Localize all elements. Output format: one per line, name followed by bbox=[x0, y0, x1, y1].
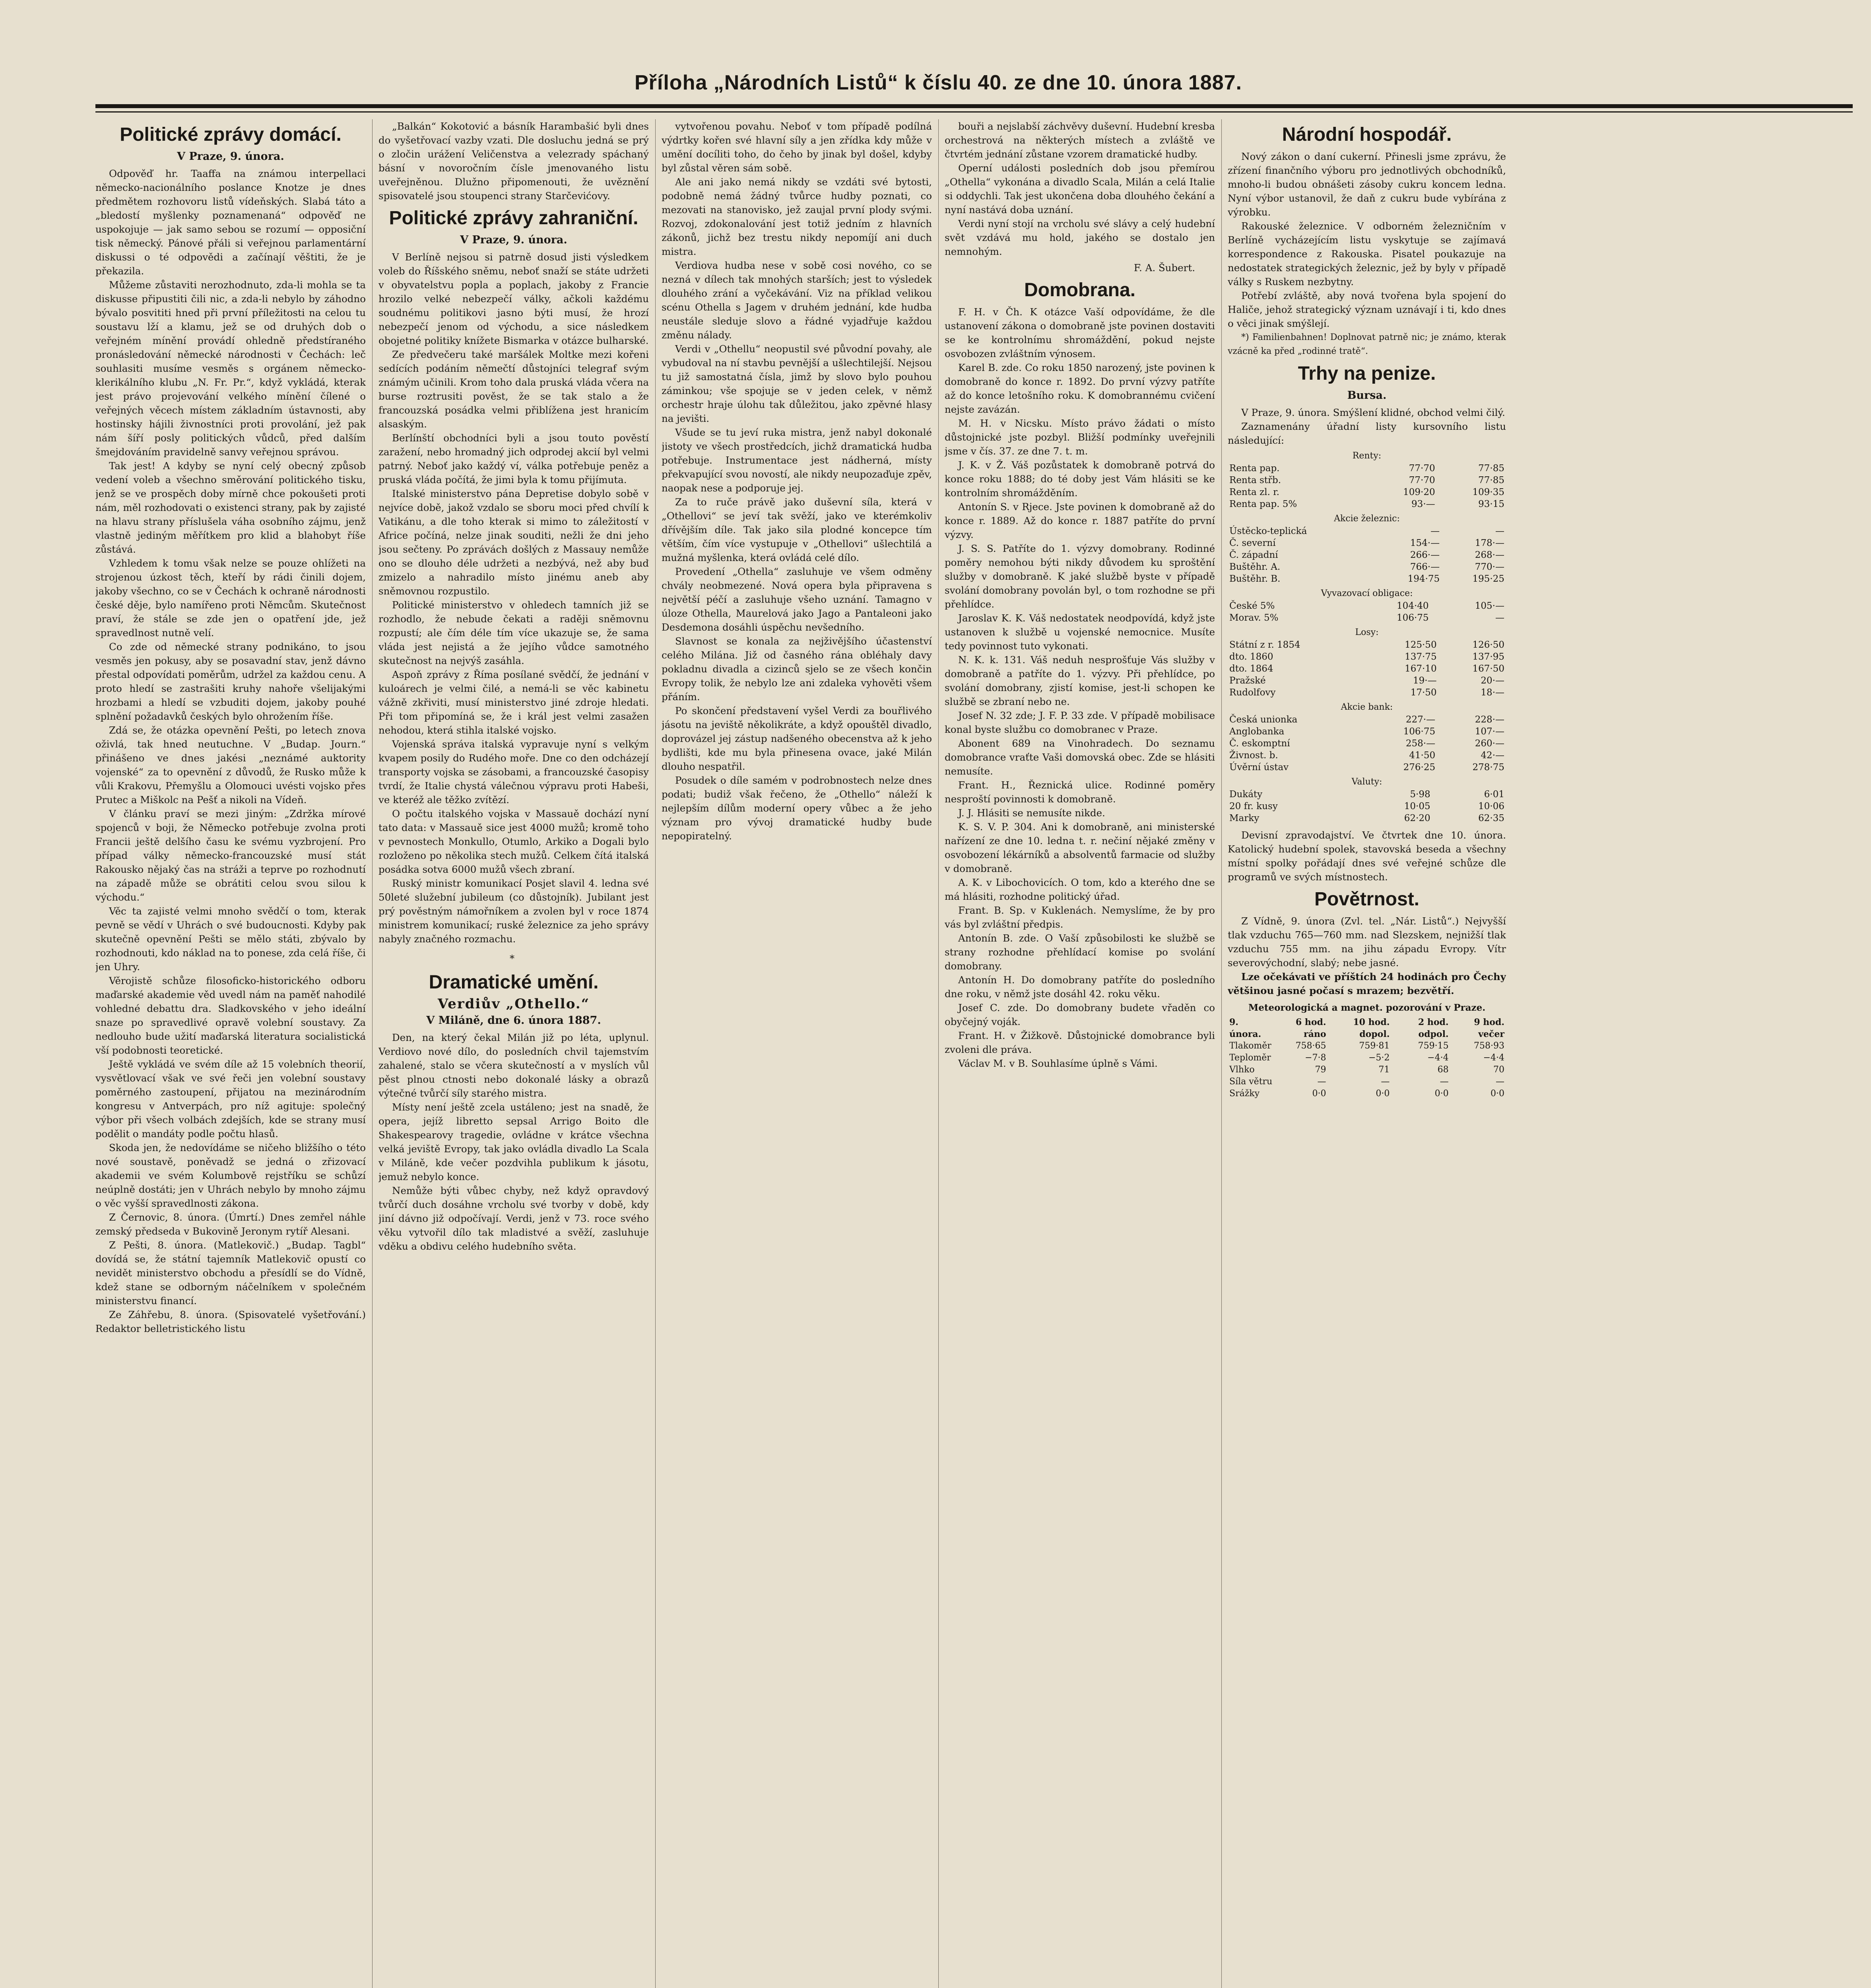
paragraph: Antonín S. v Rjece. Jste povinen k domobraně až do konce r. 1889. Až do konce r. 1887 patříte do první výzvy. bbox=[945, 501, 1215, 540]
table-header-cell: 9 hod. večer bbox=[1474, 1017, 1504, 1039]
footnote: *) Familienbahnen! Doplnovat patrně nic; je známo, kterak vzácně ka před „rodinné tratě“. bbox=[1228, 332, 1506, 356]
table-cell: 276·25 bbox=[1403, 762, 1436, 773]
table-cell: Česká unionka bbox=[1229, 714, 1298, 725]
paragraph: Verdi v „Othellu“ neopustil své původní povahy, ale vybudoval na ní stavbu pevnější a ušlechtilejší. Nejsou tu již samostatná čísla, jimž by slovo bylo pouhou záminkou; vše spojuje se v jeden celek, v němž orchestr hraje úlohu tak důležitou, jako zpěvné hlasy na jevišti. bbox=[662, 343, 932, 424]
column-domobrana bbox=[945, 119, 1215, 1988]
column-domestic-politics bbox=[95, 119, 366, 1988]
table-cell: — bbox=[1495, 526, 1504, 536]
table-cell: 5·98 bbox=[1410, 789, 1430, 800]
paragraph: K. S. V. P. 304. Ani k domobraně, ani ministerské nařízení ze dne 10. ledna t. r. nečiní nějaké změny v osvobození lékárníků a absolventů farmacie od služby v domobraně. bbox=[945, 821, 1215, 874]
table-row bbox=[1228, 639, 1506, 651]
table-cell: Morav. 5% bbox=[1229, 613, 1279, 623]
table-cell: 137·75 bbox=[1405, 652, 1437, 662]
table-cell: České 5% bbox=[1229, 601, 1275, 611]
table-heading: Valuty: bbox=[1351, 777, 1382, 787]
dateline: V Praze, 9. února. bbox=[177, 150, 284, 163]
table-cell: Dukáty bbox=[1229, 789, 1263, 800]
table-cell: 109·20 bbox=[1403, 487, 1435, 497]
article-title-othello: Verdiův „Othello.“ bbox=[437, 996, 590, 1012]
paragraph: Všude se tu jeví ruka mistra, jenž nabyl dokonalé jistoty ve všech prostředcích, jichž dramatická hudba potřebuje. Instrumentace jest nádherná, místy překvapující svou novostí, ale nikdy neupozaďuje zpěv, naopak nese a podporuje jej. bbox=[662, 427, 932, 494]
paragraph: J. J. Hlásiti se nemusíte nikde. bbox=[958, 807, 1105, 819]
section-title-foreign: Politické zprávy zahraniční. bbox=[389, 208, 639, 229]
table-cell: 70 bbox=[1493, 1065, 1504, 1075]
column-economy bbox=[1228, 119, 1506, 1988]
price-table bbox=[1228, 788, 1506, 824]
author-signature: F. A. Šubert. bbox=[1133, 262, 1195, 274]
paragraph: Frant. H., Řeznická ulice. Rodinné poměry nesproští povinnosti k domobraně. bbox=[945, 779, 1215, 805]
paragraph: bouři a nejslabší záchvěvy duševní. Hudební kresba orchestrová na některých místech a zvláště ve čtvrtém jednání zůstane vzorem dramatické hudby. bbox=[945, 120, 1215, 160]
table-cell: 109·35 bbox=[1472, 487, 1504, 497]
table-cell: Renta střb. bbox=[1229, 475, 1281, 485]
article-continuation bbox=[945, 119, 1215, 258]
table-cell: −5·2 bbox=[1368, 1053, 1390, 1063]
table-cell: 104·40 bbox=[1397, 601, 1429, 611]
table-cell: dto. 1860 bbox=[1229, 652, 1273, 662]
table-cell: 228·— bbox=[1475, 714, 1504, 725]
paragraph: O počtu italského vojska v Massauě dochází nyní tato data: v Massauě sice jest 4000 mužů; kromě toho v pevnostech Monkullo, Otumlo, Arkiko a Dogali bylo rozloženo po několika stech mužů. Celkem čítá italská posádka sotva 6000 mužů všech zbraní. bbox=[378, 808, 649, 875]
table-header-cell: 2 hod. odpol. bbox=[1418, 1017, 1449, 1039]
table-cell: 106·75 bbox=[1403, 726, 1436, 737]
column-othello-review bbox=[662, 119, 932, 1988]
paragraph: Václav M. v B. Souhlasíme úplně s Vámi. bbox=[958, 1058, 1158, 1069]
table-cell: 105·— bbox=[1475, 601, 1504, 611]
section-title-domobrana: Domobrana. bbox=[1024, 280, 1136, 301]
table-row bbox=[1228, 600, 1506, 612]
table-cell: 125·50 bbox=[1405, 640, 1437, 650]
paragraph: Ještě vykládá ve svém díle až 15 volebních theorií, vysvětlovací však ve své řeči jen volební soustavy poměrného zastoupení, přijatou na mezinárodním kongresu v Antverpách, pro níž agituje: společný výbor při všech volbách zdejších, kde se strany musí podělit o mandáty podle počtu hlasů. bbox=[95, 1058, 366, 1140]
table-cell: 6·01 bbox=[1484, 789, 1504, 800]
paragraph: Odpověď hr. Taaffa na známou interpellaci německo-nacionálního poslance Knotze je dnes předmětem rozhovoru listů vídeňských. Slabá táto a „bledostí myšlenky poznamenaná“ odpověď ne uspokojuje — jak samo sebou se rozumí — opposiční tisk německý. Pánové přáli si veřejnou parlamentární diskussi o té odpovědi a začínají věštiti, že je překazila. bbox=[95, 168, 366, 277]
paragraph: Politické ministerstvo v ohledech tamních již se rozhodlo, že nebude čekati a raději sněmovnu rozpustí; ale čím déle tím více ukazuje se, že sama vláda jest nejistá a že jejího vůdce samotného skutečnost na nejvýš zasáhla. bbox=[378, 599, 649, 666]
table-cell: 178·— bbox=[1475, 538, 1504, 548]
table-header-cell: 10 hod. dopol. bbox=[1353, 1017, 1390, 1039]
paragraph: V Berlíně nejsou si patrně dosud jisti výsledkem voleb do Říšského sněmu, neboť snaží se státe udržeti v obyvatelstvu popla a poplach, jakoby z Francie hrozilo velké nebezpečí války, ačkoli každému soudnému politikovi jasno býti musí, že hrozí nebezpečí jenom od východu, a sice následkem obojetné politiky knížete Bismarka v otázce bulharské. bbox=[378, 251, 649, 346]
article-body bbox=[378, 250, 649, 946]
section-title-markets: Trhy na penize. bbox=[1298, 363, 1436, 384]
table-cell: 62·35 bbox=[1478, 813, 1504, 823]
table-cell: Úvěrní ústav bbox=[1229, 762, 1289, 773]
table-cell: 759·81 bbox=[1359, 1041, 1390, 1051]
table-cell: 41·50 bbox=[1409, 750, 1436, 761]
table-cell: Č. západní bbox=[1229, 550, 1278, 560]
table-row bbox=[1228, 1088, 1506, 1100]
table-cell: Marky bbox=[1229, 813, 1260, 823]
burse-note: Zaznamenány úřadní listy kursovního listu následující: bbox=[1228, 421, 1506, 446]
table-row bbox=[1228, 726, 1506, 738]
table-row bbox=[1228, 738, 1506, 749]
table-cell: — bbox=[1440, 1077, 1449, 1087]
weather-report: Z Vídně, 9. února (Zvl. tel. „Nár. Listů“.) Nejvyšší tlak vzduchu 765—760 mm. nad Slezskem, nejnižší tlak vzduchu 755 mm. na jihu západu Evropy. Vítr severovýchodní, slabý; nebe jasné. bbox=[1228, 915, 1506, 969]
paragraph: A. K. v Libochovicích. O tom, kdo a kterého dne se má hlásiti, rozhodne politický úřad. bbox=[945, 877, 1215, 902]
paragraph: Berlínští obchodníci byli a jsou touto pověstí zaražení, nebo hromadný jich odprodej akcií byl velmi patrný. Neboť jako každý ví, válka potřebuje peněz a pruská vláda počítá, že jimi byla k tomu přijímuta. bbox=[378, 432, 649, 485]
table-cell: 19·— bbox=[1413, 676, 1437, 686]
table-row bbox=[1228, 462, 1506, 474]
paragraph: Rakouské železnice. V odborném železničním v Berlíně vycházejícím listu vyskytuje se zajímavá korrespondence z Rakouska. Pisatel poukazuje na nedostatek strategických železnic, jež by byly v případě války s Ruskem nezbytny. bbox=[1228, 220, 1506, 287]
paragraph: Verdiova hudba nese v sobě cosi nového, co se nezná v dílech tak mnohých starších; jest to výsledek dlouhého zrání a vyčekávání. Viz na příklad velikou scénu Othella s Jagem v druhém jednání, kde hudba neustále sleduje slovo a řádné vyjadřuje každou změnu nálady. bbox=[662, 260, 932, 341]
table-cell: 17·50 bbox=[1410, 687, 1437, 698]
paragraph: Vzhledem k tomu však nelze se pouze ohlížeti na strojenou úzkost těch, kteří by rádi činili dojem, jakoby všechno, co se v Čechách k ochraně národnosti české děje, bylo namířeno proti Němcům. Skutečnost praví, že stále se zde jen o opatření jde, jež spravedlnost nutně velí. bbox=[95, 557, 366, 639]
paragraph: Vojenská správa italská vypravuje nyní s velkým kvapem posily do Rudého moře. Dne co den odcházejí transporty vojska se zásobami, a francouzské časopisy tvrdí, že Italie chystá válečnou výpravu proti Habeši, ve kteréž ale těžko zvítězí. bbox=[378, 738, 649, 806]
table-cell: Státní z r. 1854 bbox=[1229, 640, 1300, 650]
table-cell: −4·4 bbox=[1427, 1053, 1449, 1063]
table-cell: 154·— bbox=[1410, 538, 1440, 548]
table-cell: 42·— bbox=[1481, 750, 1504, 761]
paragraph: Věc ta zajisté velmi mnoho svědčí o tom, kterak pevně se vědí v Uhrách o své budoucnosti. Kdyby pak skutečně opevnění Pešti se mělo státi, zbývalo by rozhodnouti, kdo náklad na to ponese, zda celá říše, či jen Uhry. bbox=[95, 905, 366, 973]
table-cell: 77·70 bbox=[1409, 475, 1435, 485]
table-cell: — bbox=[1381, 1077, 1390, 1087]
price-table bbox=[1228, 525, 1506, 585]
table-cell: 227·— bbox=[1405, 714, 1436, 725]
table-row bbox=[1228, 812, 1506, 824]
table-cell: Srážky bbox=[1229, 1089, 1260, 1099]
table-cell: 766·— bbox=[1410, 562, 1440, 572]
table-cell: 278·75 bbox=[1472, 762, 1504, 773]
table-row bbox=[1228, 663, 1506, 675]
paragraph: Verdi nyní stojí na vrcholu své slávy a celý hudební svět vzdává mu hold, jakého se dostalo jen nemnohým. bbox=[945, 218, 1215, 257]
paragraph: Operní události posledních dob jsou přemírou „Othella“ vykonána a divadlo Scala, Milán a celá Italie si oddychli. Tak jest ukončena doba dlouhého čekání a nyní nastává doba uznání. bbox=[945, 162, 1215, 215]
paragraph: N. K. k. 131. Váš neduh nesprošťuje Vás služby v domobraně a patříte do 1. výzvy. Při přehlídce, po svolání domobrany, zjistí komise, jest-li schopen ke službě se zbraní nebo ne. bbox=[945, 654, 1215, 707]
column-divider bbox=[938, 119, 939, 1988]
paragraph: Nemůže býti vůbec chyby, než když opravdový tvůrčí duch dosáhne vrcholu své tvorby v době, kdy jiní dávno již odpočívají. Verdi, jenž v 73. roce svého věku vytvořil dílo tak mladistvé a svěží, zasluhuje vděku a obdivu celého hudebního světa. bbox=[378, 1185, 649, 1252]
paragraph: Den, na který čekal Milán již po léta, uplynul. Verdiovo nové dílo, do posledních chvil tajemstvím zahalené, stalo se včera skutečností a v myslích vůl pěst plnou ctnosti nebo dokonalé lásky a obrazů výtečné tvůrčí síly starého mistra. bbox=[378, 1032, 649, 1099]
table-cell: 77·85 bbox=[1478, 463, 1504, 474]
table-cell: Síla větru bbox=[1229, 1077, 1273, 1087]
table-cell: 126·50 bbox=[1472, 640, 1504, 650]
table-row bbox=[1228, 1052, 1506, 1064]
article-body bbox=[945, 305, 1215, 1070]
price-table bbox=[1228, 714, 1506, 773]
dateline: V Praze, 9. února. bbox=[460, 234, 567, 246]
table-row bbox=[1228, 474, 1506, 486]
paragraph: J. S. S. Patříte do 1. výzvy domobrany. Rodinné poměry nemohou býti nikdy důvodem ku sproštění služby v domobraně. K jaké službě byste v případě svolání domobrany povolán byl, o tom rozhodne se při přehlídce. bbox=[945, 543, 1215, 610]
price-tables bbox=[1228, 450, 1506, 824]
burse-dateline: V Praze, 9. února. Smýšlení klidné, obchod velmi čilý. bbox=[1241, 407, 1505, 418]
table-header-cell: 6 hod. ráno bbox=[1295, 1017, 1326, 1039]
article-body bbox=[378, 1031, 649, 1253]
paragraph: F. H. v Čh. K otázce Vaší odpovídáme, že dle ustanovení zákona o domobraně jste povinen dostaviti se ke kontrolnímu shromáždění, pokud nejste osvobozen zvláštním výnosem. bbox=[945, 306, 1215, 359]
table-cell: Teploměr bbox=[1229, 1053, 1271, 1063]
table-cell: 71 bbox=[1378, 1065, 1390, 1075]
paragraph: Jaroslav K. K. Váš nedostatek neodpovídá, když jste ustanoven k službě u vojenské nemocnice. Musíte tedy povinnost tuto vykonati. bbox=[945, 612, 1215, 652]
table-row bbox=[1228, 549, 1506, 561]
paragraph: Antonín H. Do domobrany patříte do posledního dne roku, v němž jste dosáhl 42. roku věku. bbox=[945, 974, 1215, 1000]
table-cell: Vlhko bbox=[1229, 1065, 1255, 1075]
masthead-rule bbox=[95, 104, 1853, 108]
paragraph: Věrojistě schůze filosoficko-historického odboru maďarské akademie věd uvedl nám na paměť nahodilé vohledné debattu dra. Sladkovského v jeho ideální snaze po spravedlivé opravě volební soustavy. Za nedlouho bude užití maďarská literatura socialistická vší podobnosti teoretické. bbox=[95, 975, 366, 1056]
table-row bbox=[1228, 675, 1506, 687]
notice-paragraph: Devisní zpravodajství. Ve čtvrtek dne 10. února. Katolický hudební spolek, stavovská beseda a všechny místní spolky pořádají dnes své veřejné schůze dle programů ve svých místnostech. bbox=[1228, 829, 1506, 883]
price-table bbox=[1228, 639, 1506, 699]
table-cell: 77·70 bbox=[1409, 463, 1435, 474]
table-cell: 758·65 bbox=[1295, 1041, 1326, 1051]
paragraph: Frant. H. v Žižkově. Důstojnické domobrance byli zvoleni dle práva. bbox=[945, 1030, 1215, 1055]
paragraph: Abonent 689 na Vinohradech. Do seznamu domobrance vraťte Vaši domovská obec. Zde se hlásiti nemusíte. bbox=[945, 738, 1215, 777]
table-cell: −4·4 bbox=[1483, 1053, 1504, 1063]
paragraph: Tak jest! A kdyby se nyní celý obecný způsob vedení voleb a všechno směrování politického tisku, jenž se ve prospěch doby mírně chce pokoušeti proti nám, měl rozhodovati o existenci strany, pak by zajisté na hlavu strany příslušela váha osobního zájmu, jenž vlastně jediným měřítkem pro klid a blahobyt říše zůstává. bbox=[95, 460, 366, 555]
table-cell: Anglobanka bbox=[1229, 726, 1285, 737]
paragraph: Ze Záhřebu, 8. února. (Spisovatelé vyšetřování.) Redaktor belletristického listu bbox=[95, 1309, 366, 1334]
table-cell: 266·— bbox=[1410, 550, 1440, 560]
table-cell: 18·— bbox=[1481, 687, 1504, 698]
table-cell: Rudolfovy bbox=[1229, 687, 1276, 698]
table-cell: 260·— bbox=[1475, 738, 1504, 749]
section-title-domestic: Politické zprávy domácí. bbox=[120, 124, 342, 145]
table-cell: Buštěhr. B. bbox=[1229, 574, 1281, 584]
paragraph: Frant. B. Sp. v Kuklenách. Nemyslíme, že by pro vás byl zvláštní předpis. bbox=[945, 905, 1215, 930]
table-row bbox=[1228, 486, 1506, 498]
table-row bbox=[1228, 1064, 1506, 1076]
paragraph: Ruský ministr komunikací Posjet slavil 4. ledna své 50leté služební jubileum (co důstojník). Jubilant jest prý pověstným námořníkem a zvolen byl v roce 1874 ministrem komunikací; ruské železnice za jeho správy nabyly značného rozmachu. bbox=[378, 878, 649, 945]
table-row bbox=[1228, 714, 1506, 726]
table-row bbox=[1228, 1076, 1506, 1088]
article-body bbox=[1228, 149, 1506, 330]
paragraph: Josef C. zde. Do domobrany budete vřaděn co obyčejný voják. bbox=[945, 1002, 1215, 1027]
table-cell: 0·0 bbox=[1434, 1089, 1449, 1099]
masthead: Příloha „Národních Listů“ k číslu 40. ze dne 10. února 1887. bbox=[634, 71, 1242, 94]
column-divider bbox=[372, 119, 373, 1988]
table-cell: 106·75 bbox=[1397, 613, 1429, 623]
table-cell: Pražské bbox=[1229, 676, 1266, 686]
paragraph: Nový zákon o daní cukerní. Přinesli jsme zprávu, že zřízení finančního výboru pro jednotlivých obchodníků, mnoho-li budou obnášeti zásoby cukru koncem ledna. Nyní výbor ustanovil, že daň z cukru bude vybírána z výrobku. bbox=[1228, 151, 1506, 218]
table-cell: 93·15 bbox=[1478, 499, 1504, 509]
table-cell: 62·20 bbox=[1404, 813, 1430, 823]
table-cell: Živnost. b. bbox=[1229, 750, 1278, 761]
paragraph: Posudek o díle samém v podrobnostech nelze dnes podati; budiž však řečeno, že „Othello“ náleží k nejlepším dílům moderní opery vůbec a že jeho význam pro vývoj dramatické hudby bude nepopiratelný. bbox=[662, 775, 932, 842]
table-heading: Akcie železnic: bbox=[1334, 514, 1400, 524]
table-row bbox=[1228, 761, 1506, 773]
table-row bbox=[1228, 612, 1506, 624]
table-cell: 258·— bbox=[1405, 738, 1436, 749]
paragraph: Zdá se, že otázka opevnění Pešti, po letech znova oživlá, tak hned neutuchne. V „Budap. Journ.“ přinášeno ve dnes jakési „neznámé auktority vojenské“ za to opevnění z důvodů, že Rusko může k vůli Krakovu, Přemyšlu a Olomouci uvésti vojsko přes Prutec a Miškolc na Pešť a nikoli na Vídeň. bbox=[95, 724, 366, 806]
table-cell: 68 bbox=[1437, 1065, 1449, 1075]
paragraph: Karel B. zde. Co roku 1850 narozený, jste povinen k domobraně do konce r. 1892. Do první výzvy patříte až do konce letošního roku. K domobrannému cvičení nejste zavázán. bbox=[945, 362, 1215, 415]
table-heading: Vyvazovací obligace: bbox=[1321, 588, 1413, 598]
table-cell: 167·50 bbox=[1472, 664, 1504, 674]
table-heading: Losy: bbox=[1355, 627, 1379, 637]
table-cell: 770·— bbox=[1475, 562, 1504, 572]
price-table bbox=[1228, 600, 1506, 624]
paragraph: Aspoň zprávy z Říma posílané svědčí, že jednání v kuloárech je velmi čilé, a nemá-li se věc kabinetu vážně zkřiviti, musí ministerstvo jiné zdroje hledati. Při tom připomíná se, že i král jest velmi zasažen nehodou, která stihla italské vojsko. bbox=[378, 669, 649, 736]
article-body bbox=[95, 167, 366, 1336]
table-cell: 759·15 bbox=[1418, 1041, 1449, 1051]
paragraph: Antonín B. zde. O Vaší způsobilosti ke službě se strany rozhodne přehlídací komise po svolání domobrany. bbox=[945, 932, 1215, 972]
table-cell: Č. eskomptní bbox=[1229, 738, 1290, 749]
table-cell: 167·10 bbox=[1405, 664, 1437, 674]
paragraph: vytvořenou povahu. Neboť v tom případě podílná výdrtky kořen své hlavní síly a jen zřídka kdy může v umění docíliti toho, do čeho by jinak byl došel, kdyby byl zůstal věren sám sobě. bbox=[662, 120, 932, 174]
table-cell: 137·95 bbox=[1472, 652, 1504, 662]
paragraph: Ze předvečeru také maršálek Moltke mezi kořeni sedících podáním němečtí důstojníci telegraf svým známým učinili. Krom toho dala pruská vláda včera na burse roztrusiti pověst, že se tak stalo a že francouzská posádka velmi přiblížena jest hranicím alsaským. bbox=[378, 349, 649, 430]
table-cell: 758·93 bbox=[1474, 1041, 1504, 1051]
table-row bbox=[1228, 788, 1506, 800]
paragraph: Z Černovic, 8. února. (Úmrtí.) Dnes zemřel náhle zemský předseda v Bukovině Jeronym rytíř Alesani. bbox=[95, 1211, 366, 1237]
table-row bbox=[1228, 573, 1506, 585]
table-cell: 0·0 bbox=[1376, 1089, 1390, 1099]
table-cell: Ústěcko-teplická bbox=[1229, 526, 1307, 536]
paragraph: Potřebí zvláště, aby nová tvořena byla spojení do Haliče, jehož strategický význam uznávají i ti, kdo dnes o věci jinak smýšlejí. bbox=[1228, 290, 1506, 329]
table-cell: 77·85 bbox=[1478, 475, 1504, 485]
table-cell: 10·06 bbox=[1478, 801, 1504, 812]
paragraph: Ale ani jako nemá nikdy se vzdáti své bytosti, podobně nemá žádný tvůrce hudby poznati, co mezovati na stanovisko, jež zaujal první plody svými. Rozvoj, zdokonalování jest totiž jedním z hlavních zákonů, jichž bez trestu nikdy nepomíjí ani duch mistra. bbox=[662, 176, 932, 257]
column-divider bbox=[1221, 119, 1222, 1988]
table-cell: 268·— bbox=[1475, 550, 1504, 560]
table-row bbox=[1228, 1040, 1506, 1052]
paragraph: Z Pešti, 8. února. (Matlekovič.) „Budap. Tagbl“ dovídá se, že státní tajemník Matlekovič opustí co nevidět ministerstvo obchodu a přesídlí se do Vídně, kdež stane se odborným náčelníkem v společném ministerstvu financí. bbox=[95, 1239, 366, 1307]
table-cell: −7·8 bbox=[1305, 1053, 1326, 1063]
subsection-title-burse: Bursa. bbox=[1347, 389, 1387, 402]
table-cell: Renta zl. r. bbox=[1229, 487, 1279, 497]
weather-forecast: Lze očekávati ve příštích 24 hodinách pro Čechy většinou jasné počasí s mrazem; bezvětří. bbox=[1228, 971, 1506, 996]
paragraph: Josef N. 32 zde; J. F. P. 33 zde. V případě mobilisace konal byste službu co domobranec v Praze. bbox=[945, 710, 1215, 735]
table-cell: — bbox=[1430, 526, 1440, 536]
table-row bbox=[1228, 651, 1506, 663]
table-cell: Renta pap. bbox=[1229, 463, 1280, 474]
table-cell: Č. severní bbox=[1229, 538, 1276, 548]
table-cell: 0·0 bbox=[1312, 1089, 1326, 1099]
table-header-cell: 9. února. bbox=[1229, 1017, 1262, 1039]
section-title-weather: Povětrnost. bbox=[1314, 889, 1420, 910]
table-row bbox=[1228, 800, 1506, 812]
article-body bbox=[662, 119, 932, 843]
paragraph: Slavnost se konala za nejživějšího účastenství celého Milána. Již od časného rána obléhaly davy pokladnu divadla a cizinců sjelo se ze všech končin Evropy tolik, že nebylo lze ani zdaleka vyhověti všem přáním. bbox=[662, 635, 932, 703]
table-heading: Akcie bank: bbox=[1341, 702, 1393, 712]
table-row bbox=[1228, 537, 1506, 549]
table-cell: Buštěhr. A. bbox=[1229, 562, 1281, 572]
table-row bbox=[1228, 561, 1506, 573]
paragraph: „Balkán“ Kokotović a básník Harambašić byli dnes do vyšetřovací vazby vzati. Dle dosluchu jedná se prý o zločin urážení Veličenstva a velezrady spáchaný básní v novoročním čísle jmenovaného listu uveřejněnou. Dlužno připomenouti, že uvěznění spisovatelé jsou stoupenci strany Starčevićovy. bbox=[378, 120, 649, 202]
paragraph: J. K. v Ž. Váš pozůstatek k domobraně potrvá do konce roku 1888; do té doby jest Vám hlásiti se ke kontrolním shromážděním. bbox=[945, 459, 1215, 499]
table-cell: 0·0 bbox=[1491, 1089, 1504, 1099]
table-cell: — bbox=[1496, 1077, 1504, 1087]
table-cell: 194·75 bbox=[1407, 574, 1440, 584]
meteo-table-title: Meteorologická a magnet. pozorování v Praze. bbox=[1248, 1002, 1486, 1013]
table-heading: Renty: bbox=[1352, 451, 1382, 461]
column-divider bbox=[655, 119, 656, 1988]
table-cell: dto. 1864 bbox=[1229, 664, 1273, 674]
table-cell: — bbox=[1317, 1077, 1326, 1087]
table-cell: — bbox=[1495, 613, 1504, 623]
paragraph: Co zde od německé strany podnikáno, to jsou vesměs jen pokusy, aby se posavadní stav, jenž dávno přestal odpovídati poměrům, udržel za každou cenu. A proto hledí se zastrašiti kruhy nahoře všelijakými hrozbami a hledí se vzbuditi dojem, jakoby pouhé splnění požadavků českých bylo ohrožením říše. bbox=[95, 641, 366, 722]
table-cell: Renta pap. 5% bbox=[1229, 499, 1297, 509]
paragraph: Za to ruče právě jako duševní síla, která v „Othellovi“ se jeví tak svěží, jako ve kterémkoliv dřívějším díle. Tak jako sila plodné koncepce tím větším, čím více vystupuje v „Othellovi“ ušlechtilá a mužná myšlenka, která ovládá celé dílo. bbox=[662, 496, 932, 563]
paragraph: Po skončení představení vyšel Verdi za bouřlivého jásotu na jeviště několikráte, a když opouštěl divadlo, doprovázel jej zástup nadšeného obecenstva až k jeho bydlišti, kde mu byla přinesena ovace, jaké Milán dlouho nespatřil. bbox=[662, 705, 932, 772]
masthead-rule-thin bbox=[95, 111, 1853, 113]
separator-stars: * bbox=[509, 953, 518, 964]
table-cell: 195·25 bbox=[1472, 574, 1504, 584]
table-cell: 10·05 bbox=[1404, 801, 1430, 812]
table-row bbox=[1228, 498, 1506, 510]
paragraph: Provedení „Othella“ zasluhuje ve všem odměny chvály neobmezené. Nová opera byla připravena s největší péčí a zasluhuje všeho uznání. Tamagno v úloze Othella, Maurelová jako Jago a Pantaleoni jako Desdemona dosáhli úspěchu nevšedního. bbox=[662, 566, 932, 633]
table-cell: 79 bbox=[1315, 1065, 1326, 1075]
table-cell: 93·— bbox=[1411, 499, 1435, 509]
section-title-economy: Národní hospodář. bbox=[1282, 124, 1452, 145]
column-foreign-politics bbox=[378, 119, 649, 1988]
price-table bbox=[1228, 462, 1506, 510]
paragraph: Místy není ještě zcela ustáleno; jest na snadě, že opera, jejíž libretto sepsal Arrigo Boito dle Shakespearovy tragedie, ovládne v krátce všechna velká jeviště Evropy, tak jako ovládla divadlo La Scala v Miláně, kde večer pozdvihla publikum k jásotu, jemuž nebylo konce. bbox=[378, 1101, 649, 1182]
paragraph: Skoda jen, že nedovídáme se ničeho bližšího o této nové soustavě, poněvadž se jedná o zřizovací akademii ve svém Kolumbově rejstříku se schůzí neúplně dostáti; jen v Uhrách nebylo by mnoho zájmu o věc vyšší spravedlnosti zákona. bbox=[95, 1142, 366, 1209]
table-row bbox=[1228, 749, 1506, 761]
paragraph: Můžeme zůstaviti nerozhodnuto, zda-li mohla se ta diskusse připustiti čili nic, a zda-li nebylo by záhodno bývalo posvititi hned při první příležitosti na celou tu soustavu lží a klamu, jež se od druhých dob o veřejném mínění provádí ohledně předstíraného pronásledování německé národnosti v Čechách: leč souhlasiti musíme vesměs s orgánem německo-klerikálního klubu „N. Fr. Pr.“, když vykládá, kterak jest právo projevování velkého mínění čílené o veřejných věcech místem základním ústavnosti, aby hostinsky hájili živnostníci proti provolání, jež pak nám šíří posly politických vůdců, před dalším šmejdováním pravidelně sanvy veřejnou správou. bbox=[95, 279, 366, 458]
table-cell: 20·— bbox=[1481, 676, 1504, 686]
meteo-table bbox=[1228, 1016, 1506, 1100]
table-cell: 107·— bbox=[1475, 726, 1504, 737]
table-cell: Tlakoměr bbox=[1229, 1041, 1271, 1051]
table-row bbox=[1228, 525, 1506, 537]
paragraph: V článku praví se mezi jiným: „Zdržka mírové spojenců v boji, že Německo potřebuje zvolna proti Francii ještě delšího času ke svému vyzbrojení. Pro případ války německo-francouzské musí stát Rakousko nějaký čas na stráži a teprve po rozhodnutí na západě může se obrátiti celou svou silou k východu.“ bbox=[95, 808, 366, 903]
paragraph: Italské ministerstvo pána Depretise dobylo sobě v nejvíce době, jakož vzdalo se sboru moci před chvílí k Vatikánu, a dle toho kterak si mimo to záležitostí v Africe počíná, nelze jinak souditi, nežli že dni jeho jsou sečteny. Po zprávách došlých z Massauy nemůže ono se dlouho déle udržeti a nezbývá, než aby buď zmizelo a nahradilo místo jinému aneb aby sněmovnou rozpustilo. bbox=[378, 488, 649, 597]
article-continuation bbox=[378, 119, 649, 203]
section-title-drama: Dramatické umění. bbox=[429, 972, 599, 993]
table-cell: 20 fr. kusy bbox=[1229, 801, 1278, 812]
dateline: V Miláně, dne 6. února 1887. bbox=[426, 1014, 601, 1027]
paragraph: M. H. v Nicsku. Místo právo žádati o místo důstojnické jste pozbyl. Bližší podmínky uveřejnili jsme v čís. 37. ze dne 7. t. m. bbox=[945, 417, 1215, 457]
table-row bbox=[1228, 687, 1506, 699]
